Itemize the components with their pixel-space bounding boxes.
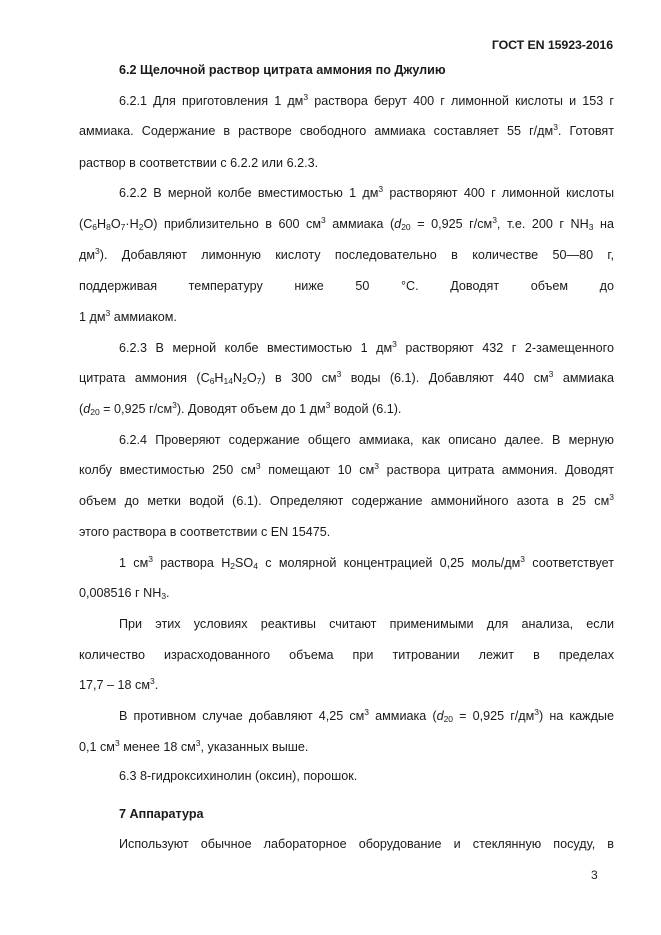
paragraph-line: $дм^3$). Добавляют лимонную кислоту последовательно в количестве 50—80 г, — [79, 246, 614, 262]
paragraph-line: $(C_6H_8O_7\cdot H_2O)$ приблизительно в 600 $см^3$ аммиака ($d_{20} = 0,925$ $г/см^3$, т.е. 200 г $NH_3$ на — [79, 215, 614, 232]
paragraph-line: поддерживая температуру ниже 50 °C. Доводят объем до — [79, 279, 614, 293]
section-6-3: 6.3 8-гидроксихинолин (оксин), порошок. — [119, 769, 358, 783]
paragraph-line: цитрата аммония $(C_6H_{14}N_2O_7)$ в 300 $см^3$ воды (6.1). Добавляют 440 $см^3$ аммиака — [79, 369, 614, 386]
document-code: ГОСТ EN 15923-2016 — [491, 38, 613, 52]
paragraph-line: Используют обычное лабораторное оборудование и стеклянную посуду, в — [119, 837, 614, 851]
paragraph-line: 0,008516 г $NH_3$. — [79, 586, 170, 601]
paragraph-line: В противном случае добавляют 4,25 $см^3$ аммиака ($d_{20} = 0,925$ $г/дм^3$) на каждые — [119, 707, 614, 724]
paragraph-line: 6.2.2 В мерной колбе вместимостью 1 $дм^3$ растворяют 400 г лимонной кислоты — [119, 184, 615, 200]
paragraph-line: этого раствора в соответствии с EN 15475. — [79, 525, 331, 539]
section-heading-6-2: 6.2 Щелочной раствор цитрата аммония по Джулию — [119, 63, 446, 77]
paragraph-line: 6.2.1 Для приготовления 1 $дм^3$ раствора берут 400 г лимонной кислоты и 153 г — [119, 92, 615, 108]
page-number: 3 — [591, 868, 598, 882]
paragraph-line: 0,1 $см^3$ менее 18 $см^3$, указанных выше. — [79, 738, 309, 754]
paragraph-line: 1 $см^3$ раствора $H_2SO_4$ с молярной концентрацией 0,25 моль/$дм^3$ соответствует — [119, 554, 614, 571]
paragraph-line: ($d_{20} = 0,925$ $г/см^3$). Доводят объем до 1 $дм^3$ водой (6.1). — [79, 400, 402, 417]
paragraph-line: 6.2.4 Проверяют содержание общего аммиака, как описано далее. В мерную — [119, 433, 614, 447]
paragraph-line: 6.2.3 В мерной колбе вместимостью 1 $дм^3$ растворяют 432 г 2-замещенного — [119, 339, 614, 355]
section-heading-7: 7 Аппаратура — [119, 807, 204, 821]
paragraph-line: 1 $дм^3$ аммиаком. — [79, 308, 177, 324]
paragraph-line: При этих условиях реактивы считают применимыми для анализа, если — [119, 617, 614, 631]
paragraph-line: объем до метки водой (6.1). Определяют содержание аммонийного азота в 25 $см^3$ — [79, 492, 614, 508]
paragraph-line: количество израсходованного объема при титровании лежит в пределах — [79, 648, 614, 662]
paragraph-line: аммиака. Содержание в растворе свободного аммиака составляет 55 $г/дм^3$. Готовят — [79, 122, 614, 138]
paragraph-line: раствор в соответствии с 6.2.2 или 6.2.3. — [79, 156, 319, 170]
paragraph-line: 17,7 – 18 $см^3$. — [79, 676, 159, 692]
paragraph-line: колбу вместимостью 250 $см^3$ помещают 10 $см^3$ раствора цитрата аммония. Доводят — [79, 461, 615, 477]
